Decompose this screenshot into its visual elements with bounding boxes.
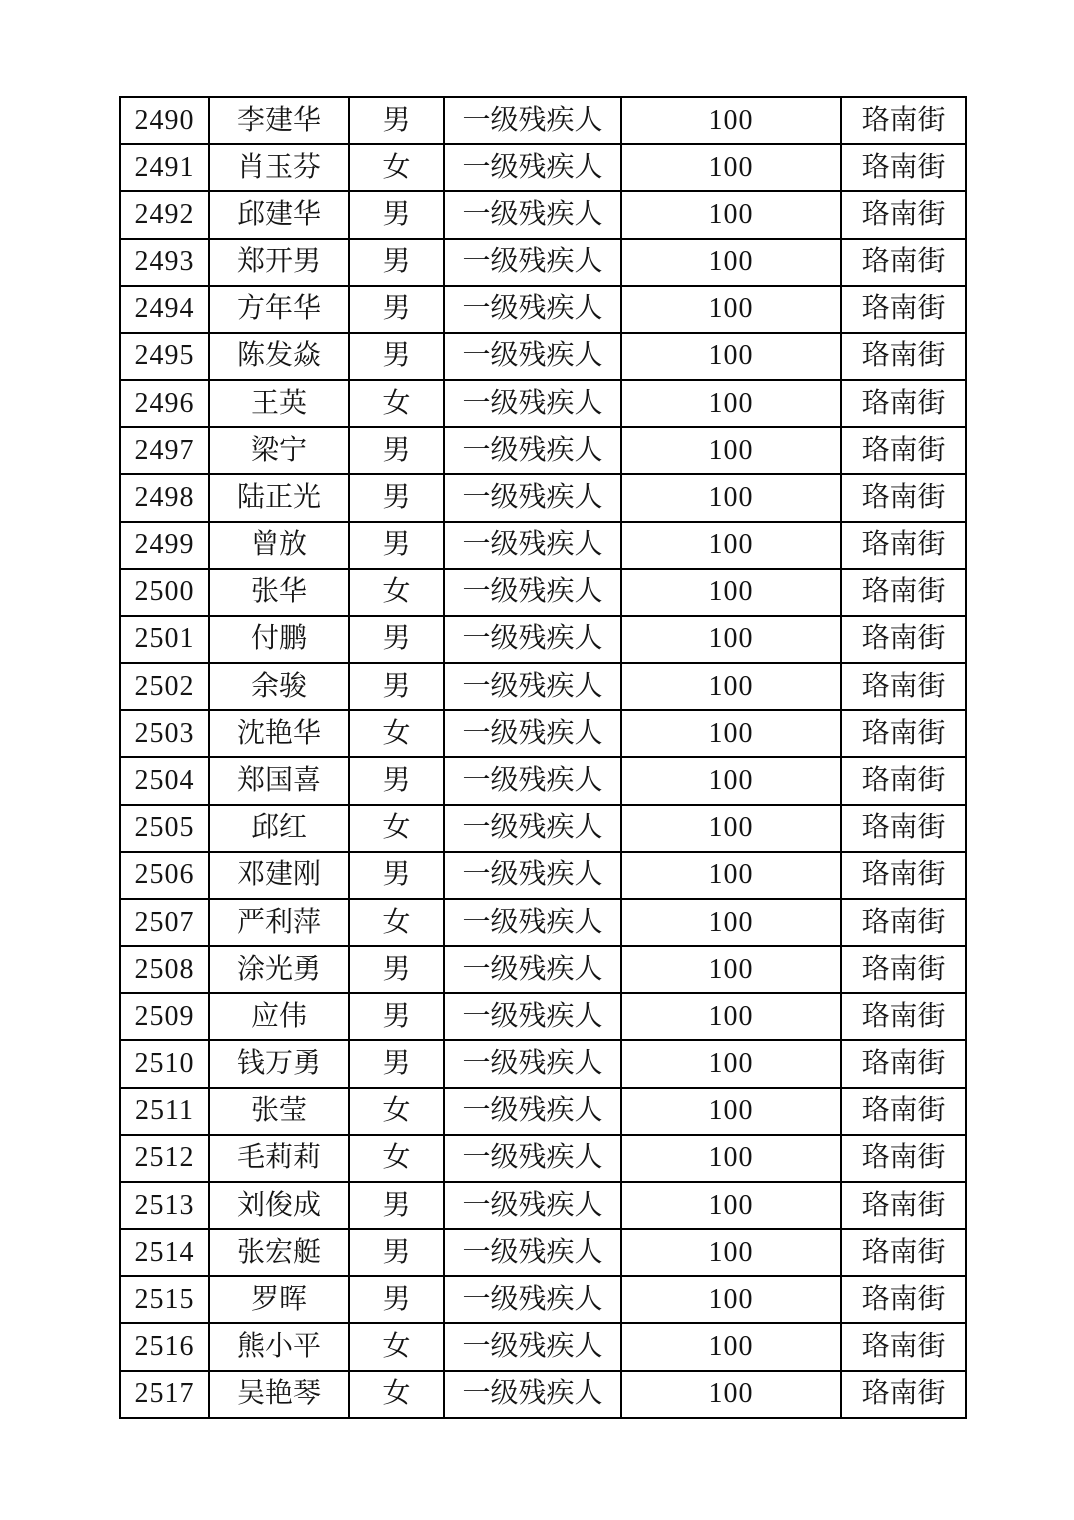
- cell-name: 罗晖: [209, 1276, 349, 1323]
- cell-no: 2512: [120, 1135, 209, 1182]
- cell-name: 李建华: [209, 97, 349, 144]
- cell-street: 珞南街: [841, 805, 966, 852]
- cell-gender: 女: [349, 805, 444, 852]
- cell-street: 珞南街: [841, 569, 966, 616]
- cell-gender: 女: [349, 380, 444, 427]
- benefit-roster-table: [119, 96, 967, 1419]
- cell-category: 一级残疾人: [444, 286, 621, 333]
- cell-amount: 100: [621, 427, 841, 474]
- cell-category: 一级残疾人: [444, 1371, 621, 1418]
- cell-street: 珞南街: [841, 1276, 966, 1323]
- table-row: [120, 144, 966, 191]
- table-row: [120, 239, 966, 286]
- cell-no: 2509: [120, 993, 209, 1040]
- cell-gender: 男: [349, 333, 444, 380]
- cell-name: 张莹: [209, 1088, 349, 1135]
- cell-no: 2498: [120, 474, 209, 521]
- cell-amount: 100: [621, 852, 841, 899]
- cell-category: 一级残疾人: [444, 427, 621, 474]
- cell-street: 珞南街: [841, 946, 966, 993]
- cell-gender: 男: [349, 757, 444, 804]
- cell-amount: 100: [621, 97, 841, 144]
- cell-gender: 男: [349, 663, 444, 710]
- table-row: [120, 569, 966, 616]
- cell-street: 珞南街: [841, 427, 966, 474]
- cell-gender: 男: [349, 1229, 444, 1276]
- table-row: [120, 946, 966, 993]
- table-row: [120, 616, 966, 663]
- cell-gender: 男: [349, 427, 444, 474]
- cell-street: 珞南街: [841, 474, 966, 521]
- cell-name: 涂光勇: [209, 946, 349, 993]
- table-row: [120, 663, 966, 710]
- cell-street: 珞南街: [841, 1088, 966, 1135]
- table-row: [120, 1323, 966, 1370]
- cell-street: 珞南街: [841, 144, 966, 191]
- cell-street: 珞南街: [841, 710, 966, 757]
- cell-gender: 女: [349, 1371, 444, 1418]
- cell-gender: 女: [349, 144, 444, 191]
- cell-name: 张华: [209, 569, 349, 616]
- cell-amount: 100: [621, 993, 841, 1040]
- cell-category: 一级残疾人: [444, 1135, 621, 1182]
- cell-name: 付鹏: [209, 616, 349, 663]
- table-row: [120, 1182, 966, 1229]
- cell-street: 珞南街: [841, 663, 966, 710]
- cell-name: 毛莉莉: [209, 1135, 349, 1182]
- cell-street: 珞南街: [841, 333, 966, 380]
- cell-street: 珞南街: [841, 616, 966, 663]
- cell-category: 一级残疾人: [444, 1229, 621, 1276]
- cell-no: 2504: [120, 757, 209, 804]
- table-row: [120, 1229, 966, 1276]
- cell-gender: 男: [349, 286, 444, 333]
- cell-gender: 男: [349, 97, 444, 144]
- table-row: [120, 1371, 966, 1418]
- cell-category: 一级残疾人: [444, 522, 621, 569]
- cell-gender: 女: [349, 1323, 444, 1370]
- cell-no: 2511: [120, 1088, 209, 1135]
- cell-name: 王英: [209, 380, 349, 427]
- cell-no: 2490: [120, 97, 209, 144]
- cell-amount: 100: [621, 522, 841, 569]
- cell-name: 刘俊成: [209, 1182, 349, 1229]
- cell-amount: 100: [621, 757, 841, 804]
- cell-amount: 100: [621, 946, 841, 993]
- cell-gender: 男: [349, 239, 444, 286]
- cell-gender: 男: [349, 1182, 444, 1229]
- cell-name: 曾放: [209, 522, 349, 569]
- cell-name: 邱红: [209, 805, 349, 852]
- cell-no: 2515: [120, 1276, 209, 1323]
- cell-gender: 女: [349, 710, 444, 757]
- cell-category: 一级残疾人: [444, 97, 621, 144]
- cell-street: 珞南街: [841, 1182, 966, 1229]
- cell-name: 沈艳华: [209, 710, 349, 757]
- cell-name: 余骏: [209, 663, 349, 710]
- cell-street: 珞南街: [841, 191, 966, 238]
- table-row: [120, 474, 966, 521]
- cell-category: 一级残疾人: [444, 1088, 621, 1135]
- table-row: [120, 993, 966, 1040]
- table-row: [120, 899, 966, 946]
- cell-no: 2502: [120, 663, 209, 710]
- cell-no: 2500: [120, 569, 209, 616]
- cell-no: 2513: [120, 1182, 209, 1229]
- cell-gender: 男: [349, 474, 444, 521]
- cell-name: 方年华: [209, 286, 349, 333]
- cell-amount: 100: [621, 616, 841, 663]
- cell-amount: 100: [621, 380, 841, 427]
- cell-name: 张宏艇: [209, 1229, 349, 1276]
- cell-no: 2508: [120, 946, 209, 993]
- cell-amount: 100: [621, 1323, 841, 1370]
- cell-amount: 100: [621, 1182, 841, 1229]
- cell-gender: 男: [349, 191, 444, 238]
- cell-no: 2514: [120, 1229, 209, 1276]
- cell-category: 一级残疾人: [444, 333, 621, 380]
- cell-gender: 女: [349, 1088, 444, 1135]
- cell-no: 2510: [120, 1040, 209, 1087]
- table-row: [120, 522, 966, 569]
- cell-street: 珞南街: [841, 1135, 966, 1182]
- cell-street: 珞南街: [841, 1040, 966, 1087]
- cell-gender: 男: [349, 993, 444, 1040]
- cell-no: 2505: [120, 805, 209, 852]
- cell-amount: 100: [621, 1371, 841, 1418]
- cell-name: 陈发焱: [209, 333, 349, 380]
- cell-amount: 100: [621, 1135, 841, 1182]
- cell-amount: 100: [621, 805, 841, 852]
- cell-gender: 女: [349, 1135, 444, 1182]
- cell-amount: 100: [621, 144, 841, 191]
- cell-category: 一级残疾人: [444, 946, 621, 993]
- cell-amount: 100: [621, 710, 841, 757]
- cell-street: 珞南街: [841, 380, 966, 427]
- table-row: [120, 97, 966, 144]
- cell-no: 2495: [120, 333, 209, 380]
- cell-amount: 100: [621, 1088, 841, 1135]
- cell-category: 一级残疾人: [444, 1182, 621, 1229]
- cell-street: 珞南街: [841, 286, 966, 333]
- cell-amount: 100: [621, 1040, 841, 1087]
- table-row: [120, 1040, 966, 1087]
- cell-category: 一级残疾人: [444, 805, 621, 852]
- cell-street: 珞南街: [841, 993, 966, 1040]
- cell-street: 珞南街: [841, 239, 966, 286]
- cell-amount: 100: [621, 569, 841, 616]
- cell-street: 珞南街: [841, 522, 966, 569]
- cell-name: 陆正光: [209, 474, 349, 521]
- cell-amount: 100: [621, 1276, 841, 1323]
- cell-name: 郑国喜: [209, 757, 349, 804]
- table-row: [120, 757, 966, 804]
- cell-gender: 男: [349, 852, 444, 899]
- cell-gender: 女: [349, 899, 444, 946]
- cell-street: 珞南街: [841, 1371, 966, 1418]
- cell-no: 2496: [120, 380, 209, 427]
- table-row: [120, 286, 966, 333]
- cell-category: 一级残疾人: [444, 663, 621, 710]
- cell-gender: 男: [349, 522, 444, 569]
- cell-category: 一级残疾人: [444, 569, 621, 616]
- cell-category: 一级残疾人: [444, 1040, 621, 1087]
- cell-no: 2501: [120, 616, 209, 663]
- table-row: [120, 1135, 966, 1182]
- cell-no: 2493: [120, 239, 209, 286]
- cell-amount: 100: [621, 663, 841, 710]
- table-row: [120, 333, 966, 380]
- cell-name: 应伟: [209, 993, 349, 1040]
- table-row: [120, 710, 966, 757]
- cell-category: 一级残疾人: [444, 993, 621, 1040]
- cell-category: 一级残疾人: [444, 852, 621, 899]
- cell-amount: 100: [621, 239, 841, 286]
- cell-no: 2507: [120, 899, 209, 946]
- cell-amount: 100: [621, 474, 841, 521]
- table-row: [120, 805, 966, 852]
- cell-no: 2503: [120, 710, 209, 757]
- cell-category: 一级残疾人: [444, 616, 621, 663]
- cell-gender: 男: [349, 616, 444, 663]
- cell-amount: 100: [621, 191, 841, 238]
- cell-no: 2506: [120, 852, 209, 899]
- table-row: [120, 1276, 966, 1323]
- cell-amount: 100: [621, 1229, 841, 1276]
- cell-name: 钱万勇: [209, 1040, 349, 1087]
- cell-no: 2492: [120, 191, 209, 238]
- cell-gender: 男: [349, 1040, 444, 1087]
- cell-category: 一级残疾人: [444, 710, 621, 757]
- benefit-table-body: [120, 97, 966, 1418]
- cell-category: 一级残疾人: [444, 239, 621, 286]
- cell-no: 2517: [120, 1371, 209, 1418]
- cell-category: 一级残疾人: [444, 1276, 621, 1323]
- cell-category: 一级残疾人: [444, 474, 621, 521]
- cell-name: 肖玉芬: [209, 144, 349, 191]
- cell-street: 珞南街: [841, 899, 966, 946]
- table-row: [120, 191, 966, 238]
- cell-street: 珞南街: [841, 1323, 966, 1370]
- cell-category: 一级残疾人: [444, 1323, 621, 1370]
- cell-no: 2494: [120, 286, 209, 333]
- cell-category: 一级残疾人: [444, 191, 621, 238]
- cell-category: 一级残疾人: [444, 144, 621, 191]
- cell-name: 邱建华: [209, 191, 349, 238]
- cell-gender: 女: [349, 569, 444, 616]
- cell-category: 一级残疾人: [444, 380, 621, 427]
- table-row: [120, 427, 966, 474]
- cell-name: 严利萍: [209, 899, 349, 946]
- cell-street: 珞南街: [841, 852, 966, 899]
- table-row: [120, 380, 966, 427]
- cell-street: 珞南街: [841, 97, 966, 144]
- cell-name: 熊小平: [209, 1323, 349, 1370]
- cell-amount: 100: [621, 899, 841, 946]
- cell-no: 2497: [120, 427, 209, 474]
- cell-gender: 男: [349, 946, 444, 993]
- cell-name: 吴艳琴: [209, 1371, 349, 1418]
- cell-name: 梁宁: [209, 427, 349, 474]
- table-row: [120, 1088, 966, 1135]
- cell-no: 2491: [120, 144, 209, 191]
- cell-amount: 100: [621, 333, 841, 380]
- cell-amount: 100: [621, 286, 841, 333]
- table-row: [120, 852, 966, 899]
- cell-no: 2499: [120, 522, 209, 569]
- cell-name: 邓建刚: [209, 852, 349, 899]
- cell-street: 珞南街: [841, 757, 966, 804]
- cell-name: 郑开男: [209, 239, 349, 286]
- cell-no: 2516: [120, 1323, 209, 1370]
- cell-category: 一级残疾人: [444, 899, 621, 946]
- cell-street: 珞南街: [841, 1229, 966, 1276]
- cell-category: 一级残疾人: [444, 757, 621, 804]
- cell-gender: 男: [349, 1276, 444, 1323]
